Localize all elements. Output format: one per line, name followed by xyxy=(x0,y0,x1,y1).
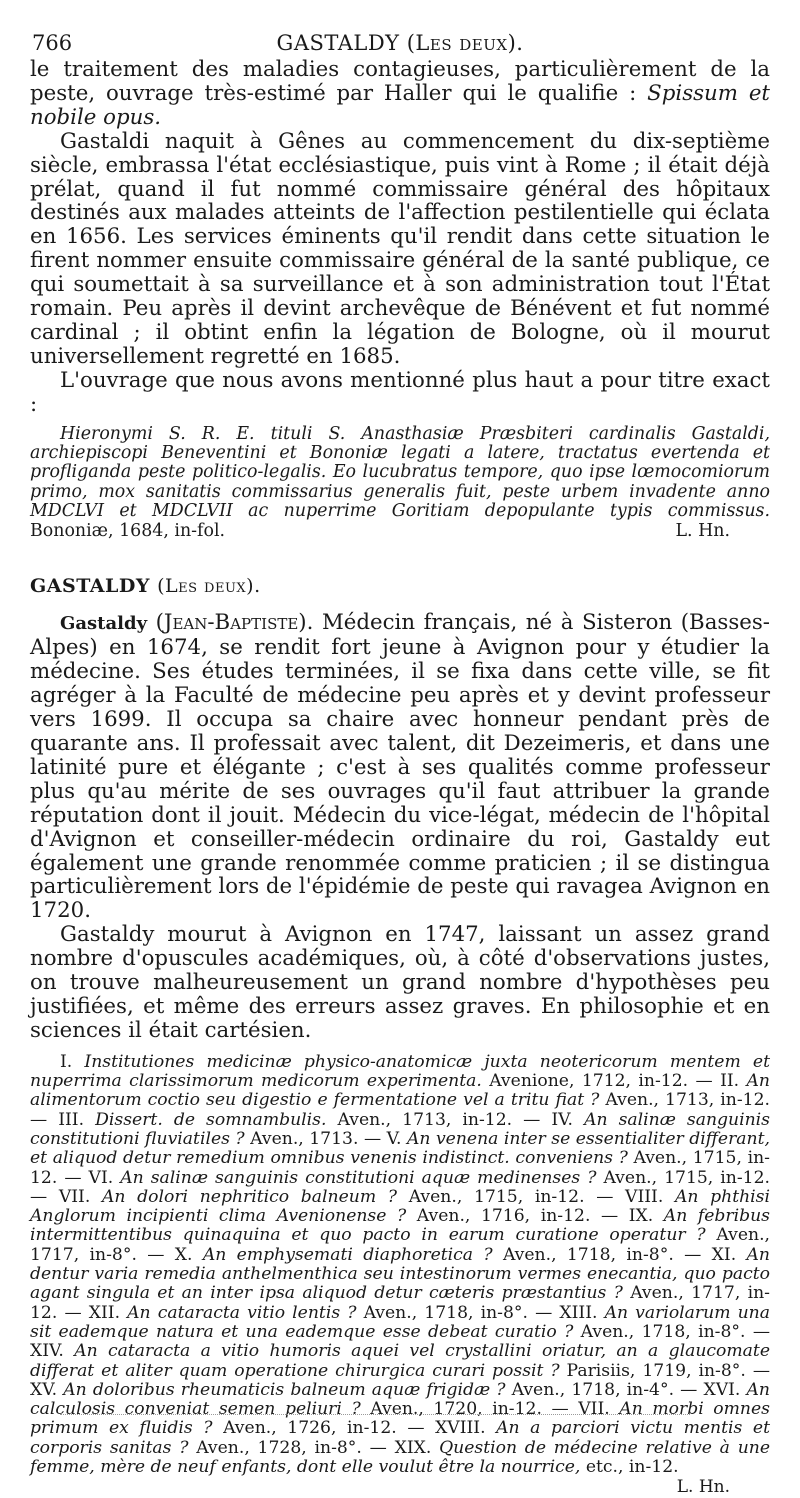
section-heading xyxy=(30,575,770,597)
author-signature: L. Hn. xyxy=(675,521,730,542)
entry-number: — VII. xyxy=(30,1186,102,1207)
entry-imprint: Aven., 1713, in-12. xyxy=(337,1109,524,1130)
entry-title: An cataracta a vitio humoris aquei vel crystallini oriatur, an a glaucomate differat et aliter quam operatione chirurgica curari possit ? xyxy=(30,1341,771,1381)
entry-number: — V. xyxy=(363,1128,407,1149)
entry-imprint: Aven., 1718, in-8°. xyxy=(580,1321,753,1342)
entry-title: An morbi omnes primum ex fluidis ? xyxy=(30,1399,770,1439)
person-name: Gastaldy xyxy=(60,613,148,635)
entry-title: An salinæ sanguinis constitutioni fluviatiles ? xyxy=(30,1109,770,1149)
entry-imprint: Aven., 1718, in-8°. xyxy=(363,1302,536,1323)
entry-number: — XIX. xyxy=(369,1437,440,1458)
entry-imprint: Aven., 1718, in-8°. xyxy=(502,1244,685,1265)
entry-number: — XV. xyxy=(30,1360,770,1400)
running-title-main: GASTALDY xyxy=(276,31,400,55)
paragraph: Gastaldi naquit à Gênes au commencement du dix-septième siècle, embrassa l'état ecclésiastique, puis vint à Rome ; il était déjà prélat, quand il fut nommé commissaire général des hôpitaux destinés aux malades atteints de l'affection pestilentielle qui éclata en 1656. Les services éminents qu'il rendit dans cette situation le firent nommer ensuite commissaire général de la santé publique, ce qui soumettait à sa surveillance et à son administration tout l'État romain. Peu après il devint archevêque de Bénévent et fut nommé cardinal ; il obtint enfin la légation de Bologne, où il mourut universellement regretté en 1685. xyxy=(30,128,770,369)
entry-number: — XVIII. xyxy=(407,1418,497,1439)
entry-number: — XII. xyxy=(64,1302,128,1323)
entry-imprint: Aven., 1726, in-12. xyxy=(223,1418,408,1439)
entry-title: An emphysemati diaphoretica ? xyxy=(202,1244,503,1265)
entry-title: An venena inter se essentialiter differant, et aliquod detur remedium omnibus venenis indistinct. conveniens ? xyxy=(30,1128,770,1169)
entry-title: An dentur varia remedia anthelmenthica seu intestinorum vermes enecantia, quo pacto agant singula et an inter ipsa aliquod detur cæteris præstantius ? xyxy=(30,1244,770,1304)
entry-imprint: Aven., 1717, in-12. xyxy=(30,1283,770,1323)
entry-title: An variolarum una sit eademque natura et una eademque esse debeat curatio ? xyxy=(30,1302,770,1342)
bibliography-entry xyxy=(30,1187,596,1207)
paragraph: Gastaldy mourut à Avignon en 1747, laissant un assez grand nombre d'opuscules académiques, où, à côté d'observations justes, on trouve malheureusement un grand nombre d'hypothèses peu justifiées, et même des erreurs assez graves. En philosophie et en sciences il était cartésien. xyxy=(30,922,770,1043)
bibliography-entry xyxy=(64,1168,770,1188)
entry-imprint: etc., in-12. xyxy=(585,1456,679,1477)
entry-title: An salinæ sanguinis constitutioni aquæ medinenses ? xyxy=(120,1167,604,1188)
entry-title: Dissert. de somnambulis. xyxy=(95,1109,338,1130)
latin-title: Hieronymi S. R. E. tituli S. Anasthasiæ Præsbiteri cardinalis Gastaldi, archiepiscopi Beneventini et Bononiæ legati a latere, tractatus evertenda et profliganda peste politico-legalis. Eo lucubratus tempore, quo ipse lœmocomiorum primo, mox sanitatis commissarius generalis fuit, peste urbem invadente anno MDCLVI et MDCLVII ac nuperrime Goritiam depopulante typis commissus. Bononiæ, 1684, in-fol. xyxy=(30,423,770,541)
running-title-sub: (Les deux). xyxy=(406,31,524,55)
running-title xyxy=(30,28,770,58)
entry-number: I. xyxy=(60,1051,85,1072)
entry-title: An cataracta vitio lentis ? xyxy=(127,1302,364,1323)
entry-title: An dolori nephritico balneum ? xyxy=(101,1186,409,1207)
entry-imprint: Aven., 1728, in-8°. xyxy=(196,1437,370,1458)
person-given-name: (Jean-Baptiste). xyxy=(155,610,314,636)
paragraph: L'ouvrage que nous avons mentionné plus haut a pour titre exact : xyxy=(30,367,770,417)
haller-quote: Spissum et nobile opus. xyxy=(30,80,770,130)
entry-number: — VI. xyxy=(64,1167,121,1188)
entry-number: — XVI. xyxy=(680,1379,747,1400)
entry-title: An calculosis conveniat semen peliuri ? xyxy=(30,1379,770,1420)
dictionary-page xyxy=(30,28,770,1498)
entry-imprint: Parisiis, 1719, in-8°. xyxy=(566,1360,753,1381)
section-heading-sub: (Les deux). xyxy=(157,575,261,598)
entry-title: Question de médecine relative à une femme, mère de neuf enfants, dont elle voulut être la nourrice, xyxy=(30,1437,771,1477)
entry-title: An phthisi Anglorum incipienti clima Avenionense ? xyxy=(30,1186,770,1227)
entry-imprint: Avenione, 1712, in-12. xyxy=(489,1071,696,1092)
entry-title: Institutiones medicinæ physico-anatomicæ juxta neotericorum mentem et nuperrima clarissimorum medicorum experimenta. xyxy=(30,1051,771,1092)
entry-number: — II. xyxy=(695,1071,747,1092)
entry-imprint: Aven., 1717, in-8°. xyxy=(30,1225,770,1265)
previous-article-continuation xyxy=(30,58,770,417)
footer-rule xyxy=(60,1414,690,1415)
article-body xyxy=(30,611,770,1042)
bibliography-entry xyxy=(64,1303,535,1323)
entry-number: — XIII. xyxy=(535,1302,605,1323)
entry-number: — III. xyxy=(30,1109,96,1130)
entry-imprint: Aven., 1715, in-12. xyxy=(408,1186,597,1207)
entry-imprint: Aven., 1715, in-12. xyxy=(603,1167,770,1188)
bibliography-entry xyxy=(30,1110,523,1130)
entry-imprint: Aven., 1718, in-4°. xyxy=(511,1379,681,1400)
entry-imprint: Aven., 1720, in-12. xyxy=(370,1399,552,1420)
running-header xyxy=(30,28,770,58)
entry-title: An a parciori victu mentis et corporis sanitas ? xyxy=(30,1418,770,1458)
latin-imprint: Bononiæ, 1684, in-fol. xyxy=(30,520,226,541)
entry-title: An doloribus rheumaticis balneum aquæ frigidæ ? xyxy=(63,1379,512,1400)
entry-number: — X. xyxy=(147,1244,203,1265)
entry-imprint: Aven., 1715, in-12. xyxy=(30,1148,770,1188)
entry-title: An febribus intermittentibus quinaquina et quo pacto in earum curatione operatur ? xyxy=(30,1206,770,1246)
entry-imprint: Aven., 1716, in-12. xyxy=(416,1206,601,1227)
entry-number: — VII. xyxy=(551,1399,620,1420)
bibliography-entry xyxy=(147,1245,684,1265)
entry-number: — XI. xyxy=(684,1244,747,1265)
entry-number: — VIII. xyxy=(596,1186,675,1207)
bibliography-entry xyxy=(30,1052,770,1091)
entry-title: An alimentorum coctio seu digestio e fermentatione vel a tritu fiat ? xyxy=(30,1071,770,1111)
entry-number: — XIV. xyxy=(30,1321,770,1362)
entry-imprint: Aven., 1713. xyxy=(250,1128,364,1149)
latin-title-block xyxy=(30,425,770,542)
entry-imprint: Aven., 1713, in-12. xyxy=(605,1090,770,1111)
entry-number: — IV. xyxy=(523,1109,585,1130)
section-heading-main: GASTALDY xyxy=(30,575,150,598)
entry-number: — IX. xyxy=(600,1206,664,1227)
paragraph: Gastaldy (Jean-Baptiste). Médecin français, né à Sisteron (Basses-Alpes) en 1674, se rendit fort jeune à Avignon pour y étudier la médecine. Ses études terminées, il se fixa dans cette ville, se fit agréger à la Faculté de médecine peu après et y devint professeur vers 1699. Il occupa sa chaire avec honneur pendant près de quarante ans. Il professait avec talent, dit Dezeimeris, et dans une latinité pure et élégante ; c'est à ses qualités comme professeur plus qu'au mérite de ses ouvrages qu'il faut attribuer la grande réputation dont il jouit. Médecin du vice-légat, médecin de l'hôpital d'Avignon et conseiller-médecin ordinaire du roi, Gastaldy eut également une grande renommée comme praticien ; il se distingua particulièrement lors de l'épidémie de peste qui ravagea Avignon en 1720. xyxy=(30,610,770,924)
page-number: 766 xyxy=(32,31,73,55)
paragraph: le traitement des maladies contagieuses, particulièrement de la peste, ouvrage très-estimé par Haller qui le qualifie : Spissum et nobile opus. xyxy=(30,57,770,130)
bibliography xyxy=(30,1053,770,1498)
author-signature: L. Hn. xyxy=(676,1477,730,1498)
